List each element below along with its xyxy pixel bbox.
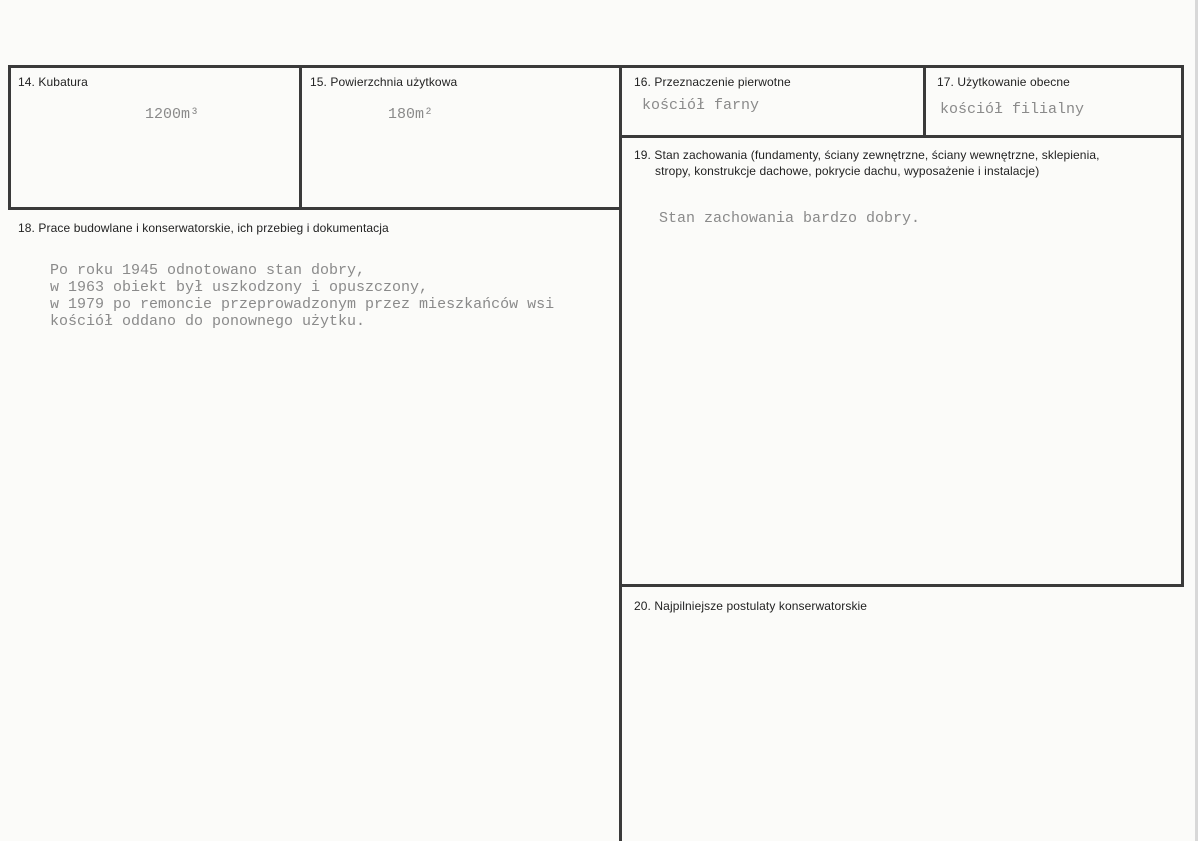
field-19-value: Stan zachowania bardzo dobry.	[659, 210, 921, 227]
field-18-label: 18. Prace budowlane i konserwatorskie, ich przebieg i dokumentacja	[18, 221, 389, 235]
left-border-line	[8, 65, 11, 210]
center-divider	[619, 65, 622, 841]
field-17-label: 17. Użytkowanie obecne	[937, 75, 1070, 89]
field-14-value: 1200m³	[145, 106, 200, 123]
field-18-line-2: w 1963 obiekt był uszkodzony i opuszczony,	[50, 279, 429, 296]
field-15-label: 15. Powierzchnia użytkowa	[310, 75, 458, 89]
divider-14-15	[299, 65, 302, 210]
field-18-line-4: kościół oddano do ponownego użytku.	[50, 313, 366, 330]
field-16-label: 16. Przeznaczenie pierwotne	[634, 75, 791, 89]
field19-bottom-line	[622, 584, 1184, 587]
field-14-label: 14. Kubatura	[18, 75, 88, 89]
divider-16-17	[923, 65, 926, 138]
field-16-value: kościół farny	[642, 97, 760, 114]
left-section-divider	[8, 207, 622, 210]
field-19-label-line-2: stropy, konstrukcje dachowe, pokrycie dachu, wyposażenie i instalacje)	[655, 164, 1040, 178]
top-border-line	[8, 65, 1184, 68]
field-20-label: 20. Najpilniejsze postulaty konserwatorskie	[634, 599, 868, 613]
field-18-line-3: w 1979 po remoncie przeprowadzonym przez mieszkańców wsi	[50, 296, 555, 313]
row16-17-bottom-line	[622, 135, 1184, 138]
field-18-line-1: Po roku 1945 odnotowano stan dobry,	[50, 262, 366, 279]
field-17-value: kościół filialny	[940, 101, 1085, 118]
field-19-label-line-1: 19. Stan zachowania (fundamenty, ściany zewnętrzne, ściany wewnętrzne, sklepienia,	[634, 148, 1100, 162]
right-border-line	[1181, 65, 1184, 587]
field-15-value: 180m²	[388, 106, 434, 123]
